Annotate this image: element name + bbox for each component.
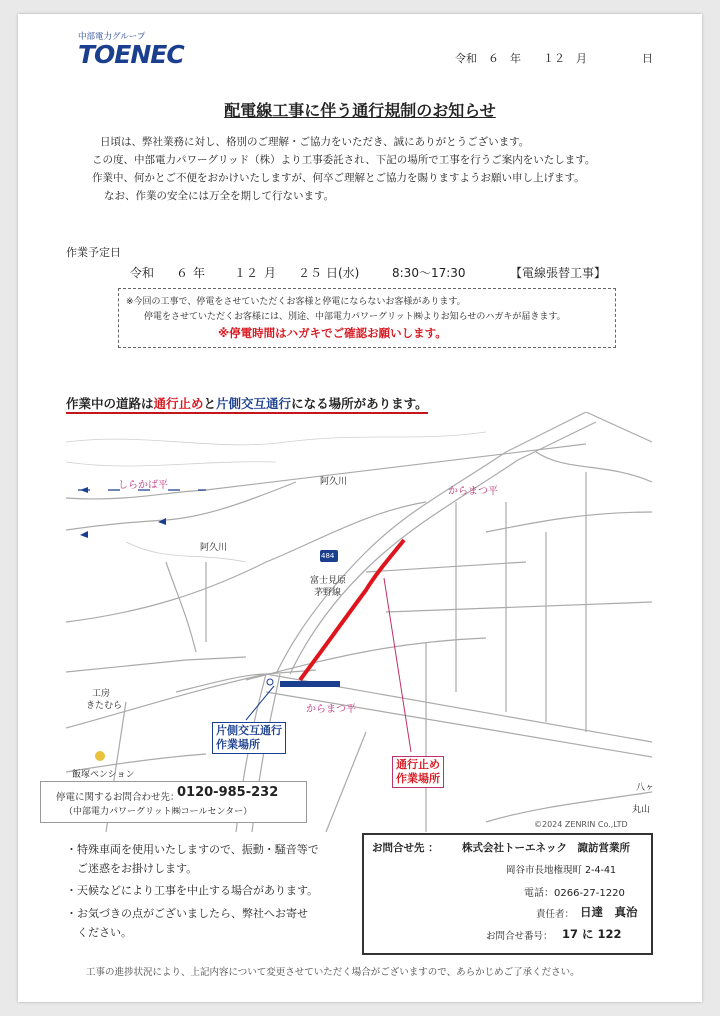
page-title: 配電線工事に伴う通行規制のお知らせ bbox=[224, 101, 496, 120]
contact-company: 株式会社トーエネック 諏訪営業所 bbox=[462, 842, 630, 854]
map-label-karamatsu-2: からまつ平 bbox=[306, 704, 356, 715]
map-roads bbox=[66, 412, 655, 832]
headline-part-3: と bbox=[203, 396, 217, 411]
map-label-karamatsu-1: からまつ平 bbox=[448, 486, 498, 497]
road-name-2: 茅野線 bbox=[314, 588, 342, 598]
contact-label: お問合せ先 ： bbox=[372, 842, 439, 854]
road-closed-callout-line-1: 通行止め bbox=[396, 758, 440, 771]
notice-line-3: ※停電時間はハガキでご確認お願いします。 bbox=[218, 326, 447, 340]
inquiry-number: 17 に 122 bbox=[562, 927, 622, 941]
company-group-label: 中部電力グループ bbox=[78, 32, 146, 42]
inquiry-label: お問合せ番号： bbox=[486, 931, 553, 942]
map-label-kobo-2: きたむら bbox=[86, 701, 123, 711]
map-label-akyu-1: 阿久川 bbox=[320, 477, 348, 487]
contact-person: 日達 真治 bbox=[580, 905, 638, 919]
road-name-1: 富士見原 bbox=[310, 576, 347, 586]
phone-number[interactable]: 0120-985-232 bbox=[177, 785, 279, 800]
map-headline bbox=[66, 394, 428, 414]
schedule-month-unit: 月 bbox=[264, 266, 277, 280]
bullet-3: ・お気づきの点がございましたら、弊社へお寄せ bbox=[66, 907, 308, 920]
schedule-era: 令和 bbox=[130, 266, 155, 280]
schedule-year-unit: 年 bbox=[193, 266, 206, 280]
schedule-time: 8:30～17:30 bbox=[392, 266, 466, 280]
bullet-3-cont: ください。 bbox=[66, 926, 132, 939]
notice-line-1: ※今回の工事で、停電をさせていただくお客様と停電にならないお客様があります。 bbox=[126, 297, 466, 307]
alt-callout-leader bbox=[246, 686, 274, 720]
schedule-day: ２５ bbox=[298, 266, 323, 280]
bullet-2: ・天候などにより工事を中止する場合があります。 bbox=[66, 884, 319, 897]
intro-line-4: なお、作業の安全には万全を期して行ないます。 bbox=[104, 190, 335, 202]
phone-center: （中部電力パワーグリット㈱コールセンター） bbox=[64, 807, 253, 817]
bullet-1-cont: ご迷惑をお掛けします。 bbox=[66, 862, 198, 875]
map-arrows bbox=[78, 487, 206, 538]
arrow-left-icon bbox=[80, 487, 88, 493]
alternating-callout-line-1: 片側交互通行 bbox=[216, 724, 282, 737]
headline-alternating: 片側交互通行 bbox=[216, 396, 292, 411]
map-label-yatsu-1: 八ヶ bbox=[636, 783, 655, 793]
arrow-left-icon bbox=[158, 518, 166, 525]
schedule-work-type: 【電線張替工事】 bbox=[510, 266, 607, 280]
alternating-callout bbox=[212, 722, 286, 754]
intro-line-3: 作業中、何かとご不便をおかけいたしますが、何卒ご理解とご協力を賜りますようお願い申し上げます。 bbox=[92, 172, 585, 184]
schedule-year: ６ bbox=[176, 266, 189, 280]
contact-phone[interactable]: 電話：0266-27-1220 bbox=[524, 888, 625, 899]
intro-line-2: この度、中部電力パワーグリッド（株）より工事委託され、下記の場所で工事を行うご案内をいたします。 bbox=[92, 154, 596, 166]
bullet-1: ・特殊車両を使用いたしますので、振動・騒音等で bbox=[66, 843, 319, 856]
road-map bbox=[66, 412, 655, 832]
closed-callout-leader bbox=[384, 578, 411, 752]
alternating-callout-line-2: 作業場所 bbox=[216, 738, 260, 751]
intro-line-1: 日頃は、弊社業務に対し、格別のご理解・ご協力をいただき、誠にありがとうございます。 bbox=[100, 136, 530, 148]
pension-icon bbox=[95, 751, 105, 761]
contact-person-label: 責任者： bbox=[536, 909, 575, 920]
toenec-logo: TOENEC bbox=[78, 40, 184, 69]
map-copyright: ©2024 ZENRIN Co.,LTD bbox=[534, 820, 628, 829]
schedule-weekday: (水) bbox=[338, 266, 360, 280]
route-number: 484 bbox=[321, 552, 335, 560]
map-label-shirakaba: しらかば平 bbox=[118, 480, 168, 491]
notice-line-2: 停電をさせていただくお客様には、別途、中部電力パワーグリット㈱よりお知らせのハガキが届きます。 bbox=[144, 312, 566, 322]
map-label-pension: 飯塚ペンション bbox=[72, 770, 135, 780]
contact-address: 岡谷市長地権現町 2-4-41 bbox=[506, 865, 617, 876]
issue-date: 令和 ６ 年 １２ 月 日 bbox=[455, 52, 653, 65]
headline-part-5: になる場所があります。 bbox=[291, 396, 428, 411]
footer-note: 工事の進捗状況により、上記内容について変更させていただく場合がございますので、あらかじめご了承ください。 bbox=[86, 967, 580, 978]
headline-part-1: 作業中の道路は bbox=[66, 396, 154, 411]
map-label-yatsu-2: 丸山 bbox=[632, 805, 651, 815]
map-label-kobo-1: 工房 bbox=[92, 689, 111, 699]
phone-label: 停電に関するお問合わせ先： bbox=[56, 792, 180, 803]
schedule-label: 作業予定日 bbox=[66, 246, 121, 259]
road-closed-callout-line-2: 作業場所 bbox=[396, 772, 440, 785]
arrow-left-icon bbox=[80, 531, 88, 538]
map-label-akyu-2: 阿久川 bbox=[200, 543, 228, 553]
headline-road-closed: 通行止め bbox=[153, 396, 204, 411]
signal-icon bbox=[267, 679, 273, 685]
schedule-month: １２ bbox=[234, 266, 259, 280]
road-closed-callout bbox=[392, 756, 444, 788]
schedule-day-unit: 日 bbox=[326, 266, 339, 280]
alternating-traffic-segment bbox=[280, 681, 340, 687]
